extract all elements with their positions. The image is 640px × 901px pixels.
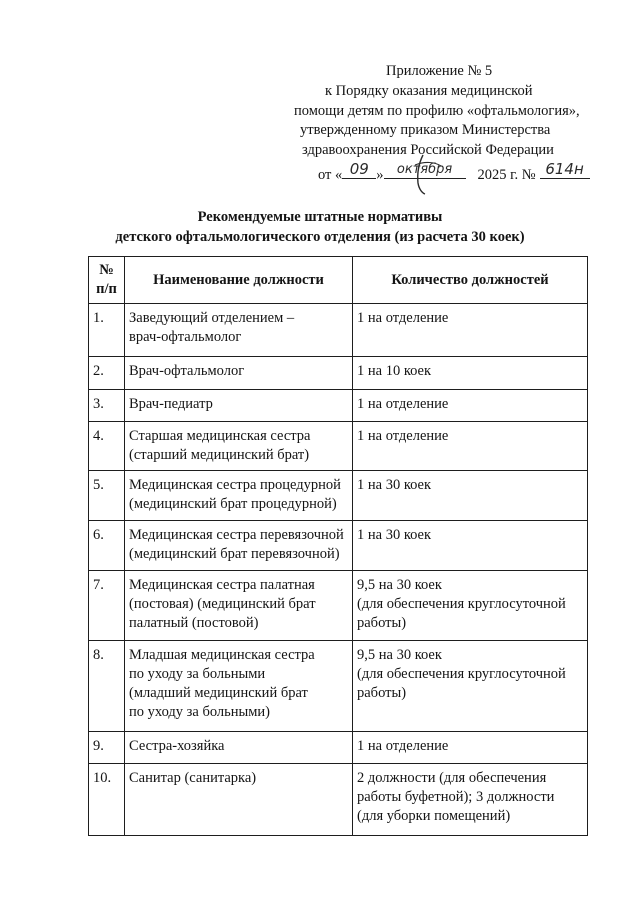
table-row (89, 390, 588, 422)
position-name: Санитар (санитарка) (125, 764, 353, 836)
order-day: 09 (349, 160, 369, 178)
row-number: 10. (89, 764, 125, 836)
position-name: Медицинская сестра перевязочной (медицинский брат перевязочной) (125, 521, 353, 571)
position-quantity: 1 на отделение (353, 304, 588, 357)
row-number: 7. (89, 571, 125, 641)
row-number: 6. (89, 521, 125, 571)
position-name: Врач-офтальмолог (125, 357, 353, 390)
position-quantity: 1 на 30 коек (353, 521, 588, 571)
appendix-line-2: к Порядку оказания медицинской (325, 83, 533, 99)
order-number: 614н (545, 160, 584, 178)
position-quantity: 1 на 30 коек (353, 471, 588, 521)
table-header-row (89, 257, 588, 304)
position-quantity: 1 на отделение (353, 390, 588, 422)
position-name: Младшая медицинская сестра по уходу за больными (младший медицинский брат по уходу за больными) (125, 641, 353, 732)
table-row (89, 357, 588, 390)
position-name: Медицинская сестра палатная (постовая) (медицинский брат палатный (постовой) (125, 571, 353, 641)
staff-standards-table (88, 256, 588, 836)
appendix-line-5: здравоохранения Российской Федерации (302, 142, 554, 158)
table-row (89, 521, 588, 571)
position-name: Старшая медицинская сестра (старший медицинский брат) (125, 422, 353, 471)
position-name: Сестра-хозяйка (125, 732, 353, 764)
order-number-blank (540, 160, 590, 179)
table-row (89, 641, 588, 732)
table-title-line-1: Рекомендуемые штатные нормативы (197, 209, 443, 225)
signature-icon (385, 153, 455, 195)
column-header-number: № п/п (89, 257, 125, 304)
order-mid: » (376, 167, 384, 183)
appendix-line-3: помощи детям по профилю «офтальмология», (294, 103, 580, 119)
table-row (89, 571, 588, 641)
row-number: 1. (89, 304, 125, 357)
column-header-position: Наименование должности (125, 257, 353, 304)
table-row (89, 732, 588, 764)
position-name: Заведующий отделением – врач-офтальмолог (125, 304, 353, 357)
order-month: октября (396, 162, 453, 177)
table-row (89, 764, 588, 836)
table-row (89, 422, 588, 471)
order-day-blank (342, 160, 376, 179)
appendix-number: Приложение № 5 (386, 63, 493, 79)
row-number: 9. (89, 732, 125, 764)
row-number: 8. (89, 641, 125, 732)
table-row (89, 471, 588, 521)
position-quantity: 1 на отделение (353, 422, 588, 471)
row-number: 4. (89, 422, 125, 471)
appendix-line-4: утвержденному приказом Министерства (300, 122, 551, 138)
order-prefix: от « (318, 167, 343, 183)
order-year: 2025 г. № (477, 167, 536, 183)
position-quantity: 9,5 на 30 коек (для обеспечения круглосуточной работы) (353, 571, 588, 641)
column-header-quantity: Количество должностей (353, 257, 588, 304)
position-quantity: 1 на 10 коек (353, 357, 588, 390)
position-quantity: 9,5 на 30 коек (для обеспечения круглосуточной работы) (353, 641, 588, 732)
row-number: 2. (89, 357, 125, 390)
position-quantity: 2 должности (для обеспечения работы буфетной); 3 должности (для уборки помещений) (353, 764, 588, 836)
table-row (89, 304, 588, 357)
position-name: Медицинская сестра процедурной (медицинский брат процедурной) (125, 471, 353, 521)
row-number: 5. (89, 471, 125, 521)
table-title-line-2: детского офтальмологического отделения (из расчета 30 коек) (115, 229, 525, 245)
position-quantity: 1 на отделение (353, 732, 588, 764)
position-name: Врач-педиатр (125, 390, 353, 422)
row-number: 3. (89, 390, 125, 422)
